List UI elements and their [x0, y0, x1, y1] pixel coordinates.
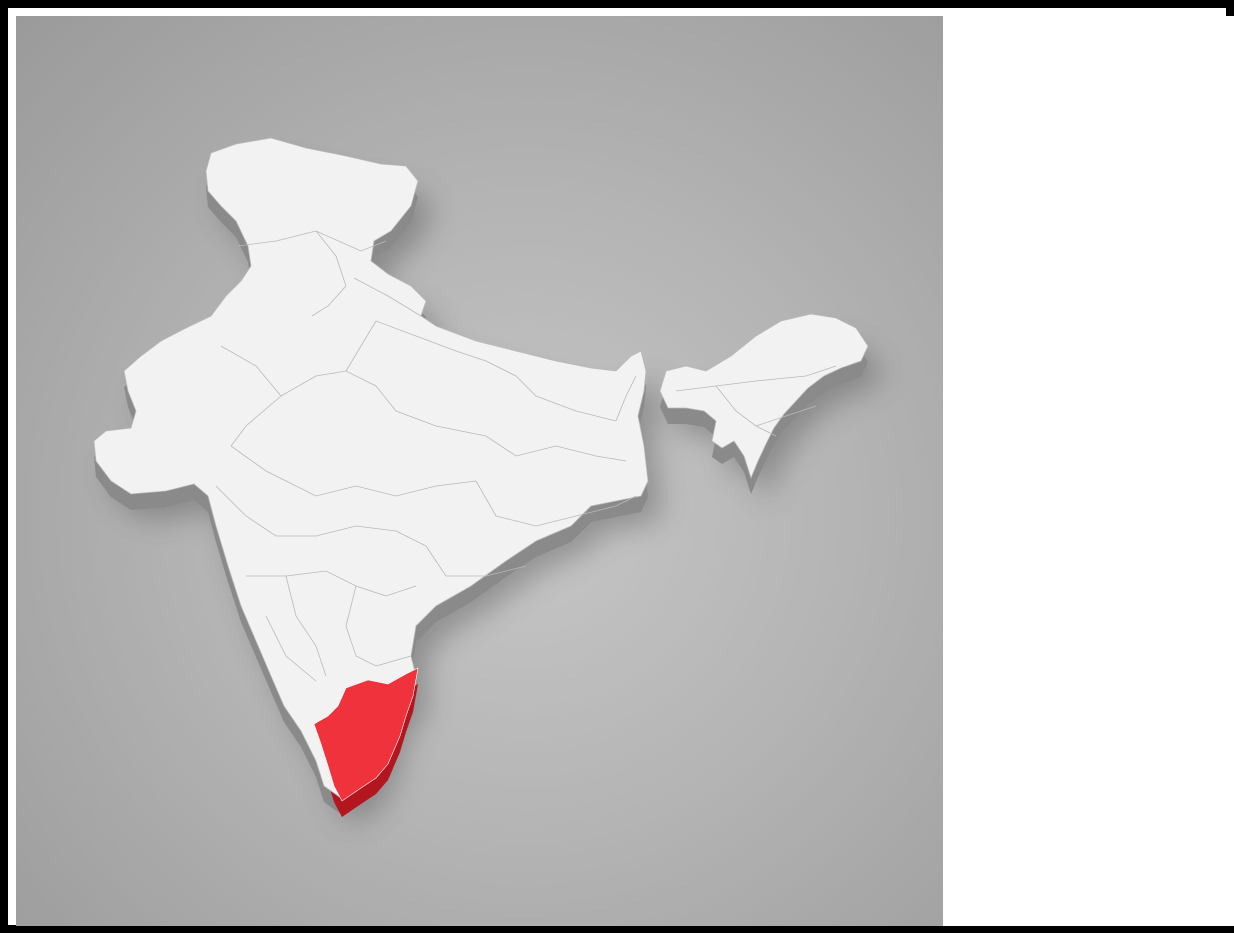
map-top-surface [94, 138, 868, 801]
india-map [16, 16, 943, 926]
map-panel [16, 16, 943, 926]
blank-panel [943, 16, 1234, 926]
